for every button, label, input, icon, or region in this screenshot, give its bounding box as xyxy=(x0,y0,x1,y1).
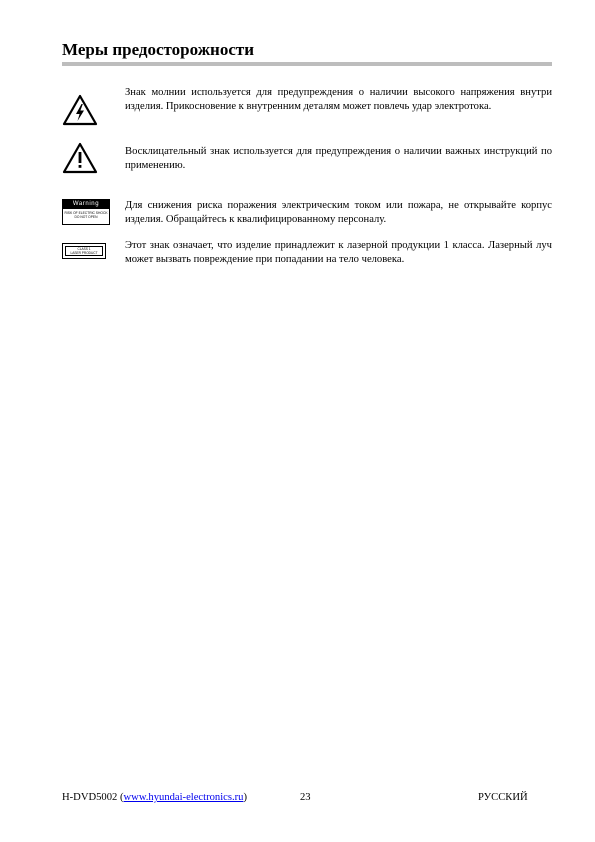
precaution-text: Знак молнии используется для предупреждения о наличии высокого напряжения внутри изделия. Прикосновение к внутренним деталям может повлечь удар электротока. xyxy=(125,87,552,112)
footer-model-name: H-DVD5002 xyxy=(62,792,118,803)
precaution-item-lightning xyxy=(62,86,552,132)
precaution-item-exclamation xyxy=(62,145,552,181)
laser-label-text: CLASS 1 LASER PRODUCT xyxy=(65,246,103,256)
laser-class-label-icon xyxy=(62,243,106,259)
warning-label-heading: Warning xyxy=(63,200,109,209)
precaution-text: Этот знак означает, что изделие принадлежит к лазерной продукции 1 класса. Лазерный луч может вызвать повреждение при попадании на тело человека. xyxy=(125,240,552,265)
lightning-triangle-icon xyxy=(62,94,98,131)
precaution-item-warning-label xyxy=(62,199,552,229)
precaution-text: Для снижения риска поражения электрическим током или пожара, не открывайте корпус изделия. Обращайтесь к квалифицированному персоналу. xyxy=(125,200,552,225)
page-title: Меры предосторожности xyxy=(62,40,255,59)
footer-paren-close: ) xyxy=(243,792,247,803)
warning-label-body: RISK OF ELECTRIC SHOCK DO NOT OPEN xyxy=(64,211,108,219)
page-number: 23 xyxy=(300,792,311,803)
footer-language: РУССКИЙ xyxy=(478,792,528,803)
precaution-item-laser-label xyxy=(62,239,552,269)
footer-model xyxy=(62,792,247,803)
exclamation-triangle-icon xyxy=(62,142,98,179)
footer-website-link[interactable]: www.hyundai-electronics.ru xyxy=(123,792,244,803)
warning-label-icon xyxy=(62,199,110,225)
precaution-text: Восклицательный знак используется для предупреждения о наличии важных инструкций по применению. xyxy=(125,146,552,171)
footer-paren-open: ( xyxy=(119,792,124,803)
title-underline xyxy=(62,62,552,66)
